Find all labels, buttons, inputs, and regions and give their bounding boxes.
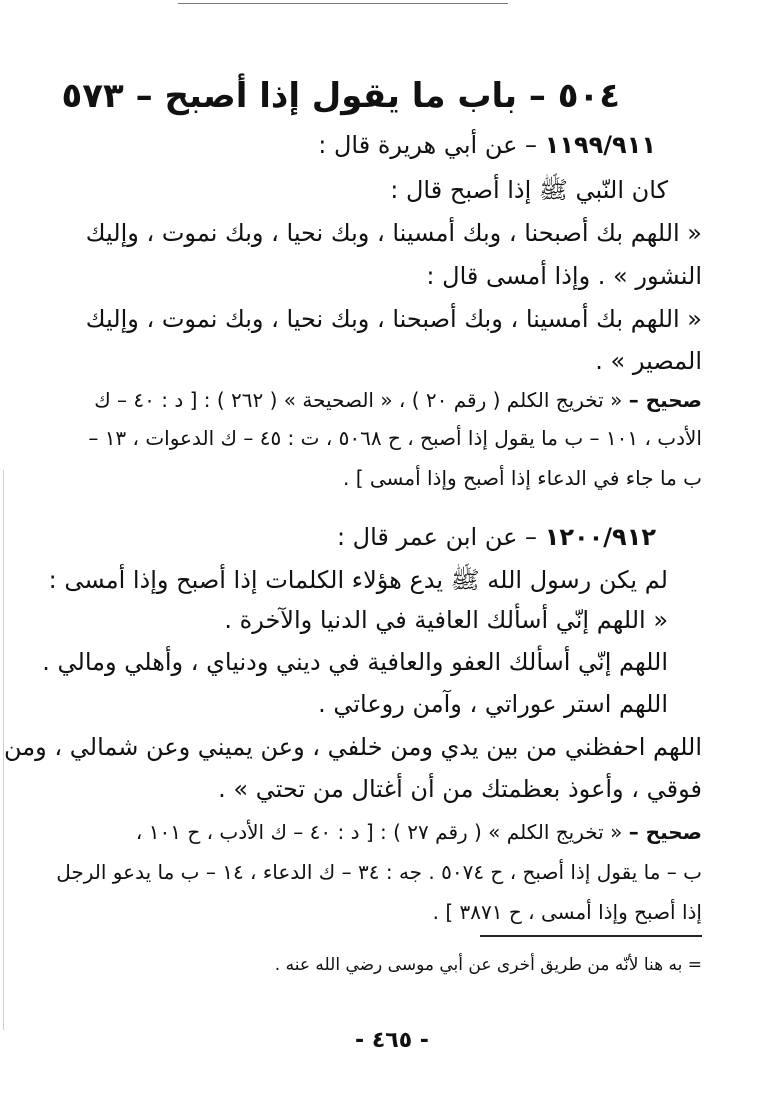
hadith-2-intro: – عن ابن عمر قال : <box>336 523 538 551</box>
hadith-1-intro: – عن أبي هريرة قال : <box>318 131 538 159</box>
hadith-2-line: اللهم إنّي أسألك العفو والعافية في ديني ودنياي ، وأهلي ومالي . <box>42 648 668 676</box>
hadith-1-reference-line: « تخريج الكلم ( رقم ٢٠ ) ، « الصحيحة » ( ٢٦٢ ) : [ د : ٤٠ – ك <box>94 388 623 412</box>
hadith-1-line: النشور » . وإذا أمسى قال : <box>426 262 702 290</box>
hadith-2-reference-line: « تخريج الكلم » ( رقم ٢٧ ) : [ د : ٤٠ – ك الأدب ، ح ١٠١ ، <box>135 820 623 844</box>
hadith-2-line: اللهم احفظني من بين يدي ومن خلفي ، وعن يميني وعن شمالي ، ومن <box>4 733 702 761</box>
hadith-1-reference <box>94 390 702 410</box>
hadith-1-line: « اللهم بك أصبحنا ، وبك أمسينا ، وبك نحيا ، وبك نموت ، وإليك <box>85 219 702 247</box>
hadith-2-line: « اللهم إنّي أسألك العافية في الدنيا والآخرة . <box>224 606 668 634</box>
hadith-1-reference-line: الأدب ، ١٠١ – ب ما يقول إذا أصبح ، ح ٥٠٦٨ ، ت : ٤٥ – ك الدعوات ، ١٣ – <box>88 426 702 450</box>
hadith-2-line: اللهم استر عوراتي ، وآمن روعاتي . <box>318 690 668 718</box>
hadith-2-grade: صحيح – <box>628 820 702 844</box>
hadith-1-header <box>318 133 656 157</box>
hadith-2-reference-line: ب – ما يقول إذا أصبح ، ح ٥٠٧٤ . جه : ٣٤ – ك الدعاء ، ١٤ – ب ما يدعو الرجل <box>56 860 702 884</box>
footnote: = به هنا لأنّه من طريق أخرى عن أبي موسى رضي الله عنه . <box>274 955 702 975</box>
hadith-2-number: ١٢٠٠/٩١٢ <box>544 523 656 551</box>
chapter-heading: ٥٠٤ – باب ما يقول إذا أصبح – ٥٧٣ <box>61 76 620 116</box>
hadith-1-line: كان النّبي ﷺ إذا أصبح قال : <box>390 176 668 204</box>
page-number: - ٤٦٥ - <box>355 1028 429 1053</box>
hadith-2-line: فوقي ، وأعوذ بعظمتك من أن أغتال من تحتي » . <box>218 775 702 803</box>
hadith-1-grade: صحيح – <box>628 388 702 412</box>
hadith-2-reference-line: إذا أصبح وإذا أمسى ، ح ٣٨٧١ ] . <box>432 900 702 924</box>
hadith-1-line: المصير » . <box>595 347 702 375</box>
top-rule <box>178 3 508 4</box>
footnote-separator <box>480 935 702 937</box>
hadith-1-number: ١١٩٩/٩١١ <box>544 131 656 159</box>
hadith-2-line: لم يكن رسول الله ﷺ يدع هؤلاء الكلمات إذا أصبح وإذا أمسى : <box>48 566 668 594</box>
hadith-1-reference-line: ب ما جاء في الدعاء إذا أصبح وإذا أمسى ] . <box>342 466 702 490</box>
hadith-1-line: « اللهم بك أمسينا ، وبك أصبحنا ، وبك نحيا ، وبك نموت ، وإليك <box>85 305 702 333</box>
hadith-2-reference <box>136 822 702 842</box>
hadith-2-header <box>337 525 656 549</box>
